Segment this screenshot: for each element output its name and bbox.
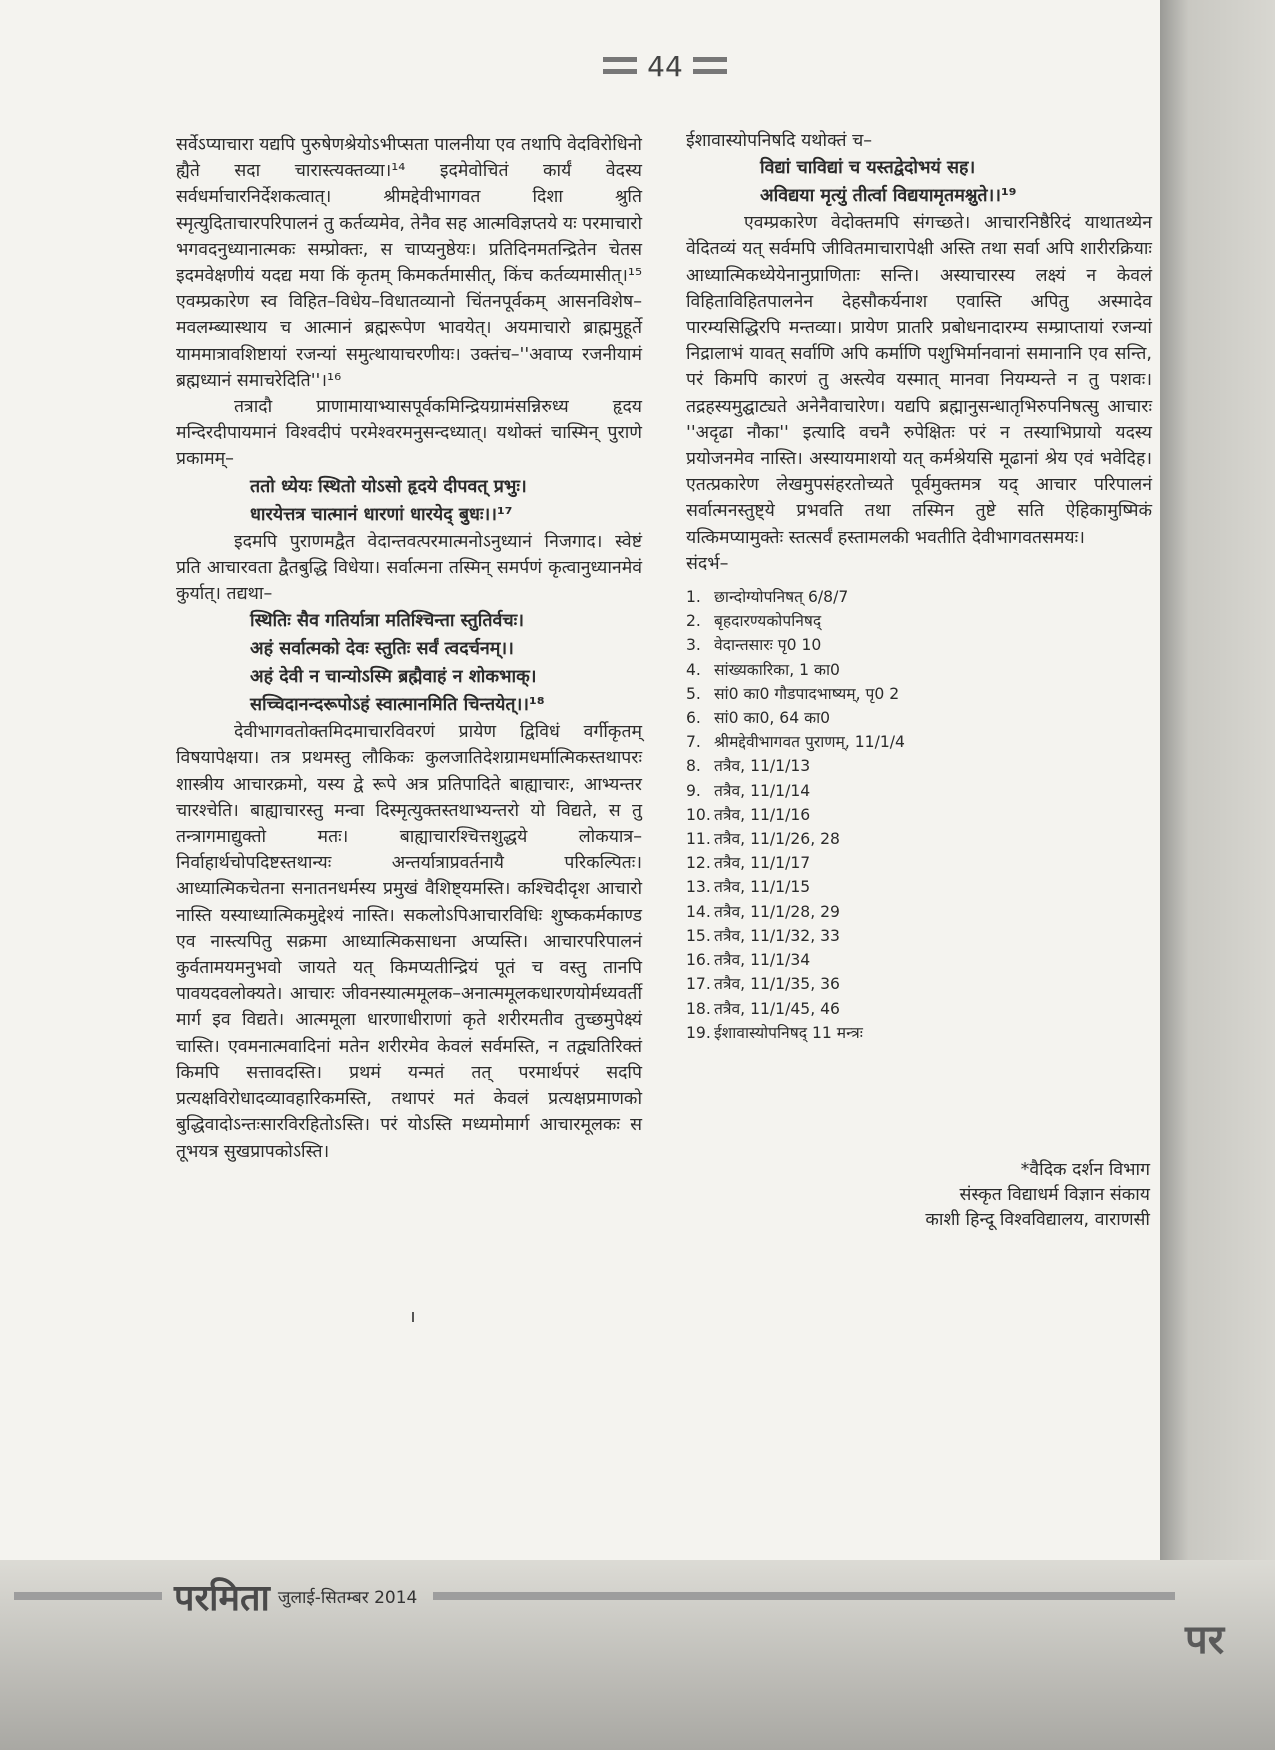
reference-item [686,706,1152,730]
reference-number: 14. [686,902,711,921]
verse-line: अहं सर्वात्मको देवः स्तुतिः सर्वं त्वदर्चनम्।। [250,638,514,660]
page-number-left-ornament [603,52,637,80]
body-paragraph: तत्रादौ प्राणामायाभ्यासपूर्वकमिन्द्रियग्रामंसन्निरुध्य हृदय मन्दिरदीपायमानं विश्वदीपं परमेश्वरमनुसन्दध्यात्। यथोक्तं चास्मिन् पुराणे प्रकामम्– [176,397,642,470]
verse-line: अहं देवी न चान्योऽस्मि ब्रह्मैवाहं न शोकभाक्। [250,666,537,688]
reference-number: 17. [686,975,711,994]
reference-item [686,585,1152,609]
print-speck [412,1312,414,1322]
reference-item [686,609,1152,633]
reference-number: 4. [686,660,701,679]
reference-item [686,779,1152,803]
left-text-column [176,132,642,1165]
reference-text: श्रीमद्देवीभागवत पुराणम्, 11/1/4 [714,733,905,752]
verse-line: सच्चिदानन्दरूपोऽहं स्वात्मानमिति चिन्तयेत्।।¹⁸ [250,694,545,716]
reference-number: 5. [686,684,701,703]
reference-text: तत्रैव, 11/1/13 [714,757,811,776]
footer-rule-left [14,1592,162,1600]
issue-date: जुलाई-सितम्बर 2014 [277,1587,418,1608]
reference-text: तत्रैव, 11/1/34 [714,951,811,970]
author-university: काशी हिन्दू विश्वविद्यालय, वाराणसी [925,1210,1150,1230]
page-footer [0,1575,1175,1617]
reference-text: तत्रैव, 11/1/26, 28 [714,830,840,849]
page-number-header [590,40,740,92]
reference-number: 18. [686,999,711,1018]
reference-number: 8. [686,757,701,776]
reference-item [686,730,1152,754]
reference-text: तत्रैव, 11/1/17 [714,854,811,873]
reference-item [686,924,1152,948]
reference-text: छान्दोग्योपनिषत् 6/8/7 [714,588,849,607]
adjacent-page-edge [1160,0,1275,1750]
reference-number: 7. [686,733,701,752]
reference-text: सां0 का0 गौडपादभाष्यम्, पृ0 2 [714,684,900,703]
reference-item [686,875,1152,899]
reference-item [686,997,1152,1021]
page-number-right-ornament [693,52,727,80]
reference-item [686,803,1152,827]
reference-text: तत्रैव, 11/1/15 [714,878,811,897]
right-text-column [686,128,1152,1045]
reference-text: सांख्यकारिका, 1 का0 [714,660,840,679]
author-department: *वैदिक दर्शन विभाग [1020,1160,1150,1180]
reference-text: तत्रैव, 11/1/35, 36 [714,975,840,994]
reference-text: तत्रैव, 11/1/28, 29 [714,902,840,921]
reference-text: सां0 का0, 64 का0 [714,709,831,728]
reference-item [686,948,1152,972]
page-number: 44 [647,49,683,83]
reference-number: 12. [686,854,711,873]
reference-text: वेदान्तसारः पृ0 10 [714,636,822,655]
adjacent-page-brand-fragment: पर [1185,1616,1225,1663]
reference-number: 19. [686,1023,711,1042]
reference-text: ईशावास्योपनिषद् 11 मन्त्रः [714,1023,863,1042]
body-paragraph: इदमपि पुराणमद्वैत वेदान्तवत्परमात्मनोऽनुध्यानं निजगाद। स्वेष्टं प्रति आचारवता द्वैतबुद्धि विधेया। सर्वात्मना तस्मिन् समर्पणं कृत्वानुध्यानमेवं कुर्यात्। तद्यथा– [176,531,642,605]
reference-number: 13. [686,878,711,897]
reference-number: 15. [686,926,711,945]
verse-line: स्थितिः सैव गतिर्यात्रा मतिश्चिन्ता स्तुतिर्वचः। [250,610,524,632]
references-list [686,585,1152,1045]
reference-item [686,851,1152,875]
reference-text: तत्रैव, 11/1/16 [714,805,811,824]
reference-item [686,900,1152,924]
reference-number: 16. [686,951,711,970]
footer-rule-right [433,1592,1175,1600]
verse-line: अविद्यया मृत्युं तीर्त्वा विद्ययामृतमश्नुते।।¹⁹ [760,185,1017,207]
reference-text: तत्रैव, 11/1/45, 46 [714,999,840,1018]
author-faculty: संस्कृत विद्याधर्म विज्ञान संकाय [959,1185,1150,1205]
verse-line: धारयेत्तत्र चात्मानं धारणां धारयेद् बुधः।।¹⁷ [250,503,513,525]
reference-item [686,658,1152,682]
reference-number: 1. [686,588,701,607]
reference-number: 9. [686,781,701,800]
reference-number: 10. [686,805,711,824]
reference-item [686,1021,1152,1045]
reference-item [686,633,1152,657]
reference-number: 2. [686,612,701,631]
reference-text: बृहदारण्यकोपनिषद् [714,612,822,631]
magazine-logo: परमिता [174,1576,270,1619]
reference-item [686,972,1152,996]
reference-item [686,754,1152,778]
reference-number: 6. [686,709,701,728]
reference-item [686,827,1152,851]
reference-number: 11. [686,830,711,849]
reference-item [686,682,1152,706]
reference-text: तत्रैव, 11/1/14 [714,781,811,800]
reference-text: तत्रैव, 11/1/32, 33 [714,926,840,945]
verse-line: विद्यां चाविद्यां च यस्तद्वेदोभयं सह। [760,157,976,179]
author-affiliation [790,1158,1150,1233]
verse-line: ततो ध्येयः स्थितो योऽसो हृदये दीपवत् प्रभुः। [250,475,527,497]
reference-number: 3. [686,636,701,655]
body-paragraph: ईशावास्योपनिषदि यथोक्तं च– [686,131,873,151]
body-paragraph: एवम्प्रकारेण वेदोक्तमपि संगच्छते। आचारनिष्ठैरिदं याथातथ्येन वेदितव्यं यत् सर्वमपि जीवितमाचारापेक्षी अस्ति तथा सर्वा अपि शारीरक्रियाः आध्यात्मिकध्येयेनानुप्राणिताः सन्ति। अस्याचारस्य लक्ष्यं न केवलं विहिताविहितपालनेन देहसौकर्यनाश एवास्ति अपितु अस्मादेव पारम्यसिद्धिरपि मन्तव्या। प्रायेण प्रातरि प्रबोधनादारम्य सम्प्राप्तायां रजन्यां निद्रालाभं यावत् सर्वाणि अपि कर्माणि पशुभिर्मानवानां समानानि एव सन्ति, परं किमपि कारणं तु अस्त्येव यस्मात् मानवा नियम्यन्ते न तु पशवः। तद्रहस्यमुद्घाट्यते अनेनैवाचारेण। यद्यपि ब्रह्मानुसन्धातृभिरुपनिषत्सु आचारः ''अदृढा नौका'' इत्यादि वचनै रुपेक्षितः परं न तस्याभिप्रायो यदस्य प्रयोजनमेव नास्ति। अस्यायमाशयो यत् कर्मश्रेयसि मूढानां श्रेय एवं भवेदिह। एतत्प्रकारेण लेखमुपसंहरतोच्यते पूर्वमुक्तमत्र यद् आचार परिपालनं सर्वात्मनस्तुष्ट्ये प्रभवति तथा तस्मिन तुष्टे सति ऐहिकामुष्मिकं यत्किमप्यामुक्तेः स्तत्सर्वं हस्तामलकी भवतीति देवीभागवतसमयः। [686,213,1152,548]
body-paragraph: देवीभागवतोक्तमिदमाचारविवरणं प्रायेण द्विविधं वर्गीकृतम् विषयापेक्षया। तत्र प्रथमस्तु लौकिकः कुलजातिदेशग्रामधर्मात्मिकस्तथापरः शास्त्रीय आचारक्रमो, यस्य द्वे रूपे अत्र प्रतिपादिते बाह्याचारः, आभ्यन्तर चारश्चेति। बाह्याचारस्तु मन्वा दिस्मृत्युक्तस्तथाभ्यन्तरो यो विद्यते, स तु तन्त्रागमाद्युक्तो मतः। बाह्याचारश्चित्तशुद्धये लोकयात्र–निर्वाहार्थचोपदिष्टस्तथान्यः अन्तर्यात्राप्रवर्तनायै परिकल्पितः। आध्यात्मिकचेतना सनातनधर्मस्य प्रमुखं वैशिष्ट्यमस्ति। कश्चिदीदृश आचारो नास्ति यस्याध्यात्मिकमुद्देश्यं नास्ति। सकलोऽपिआचारविधिः शुष्ककर्मकाण्ड एव नास्त्यपितु सक्रमा आध्यात्मिकसाधना अप्यस्ति। आचारपरिपालनं कुर्वतामयमनुभवो जायते यत् किमप्यतीन्द्रियं पूतं च वस्तु तानपि पावयदवलोक्यते। आचारः जीवनस्यात्ममूलक–अनात्ममूलकधारणयोर्मध्यवर्ती मार्ग इव विद्यते। आत्ममूला धारणाधीराणां कृते शरीरमतीव तुच्छमुपेक्ष्यं चास्ति। एवमनात्मवादिनां मतेन शरीरमेव केवलं सर्वमस्ति, न तद्व्यतिरिक्तं किमपि सत्तावदस्ति। प्रथमं यन्मतं तत् परमार्थपरं सदपि प्रत्यक्षविरोधादव्यावहारिकमस्ति, तथापरं मतं केवलं प्रत्यक्षप्रमाणको बुद्धिवादोऽन्तःसारविरहितोऽस्ति। परं योऽस्ति मध्यमोमार्ग आचारमूलकः स तूभयत्र सुखप्रापकोऽस्ति। [176,722,642,1162]
body-paragraph: सर्वेऽप्याचारा यद्यपि पुरुषेणश्रेयोऽभीप्सता पालनीया एव तथापि वेदविरोधिनो ह्यैते सदा चारास्त्यक्तव्या।¹⁴ इदमेवोचितं कार्यं वेदस्य सर्वधर्माचारनिर्देशकत्वात्। श्रीमद्देवीभागवत दिशा श्रुति स्मृत्युदिताचारपरिपालनं तु कर्तव्यमेव, तेनैव सह आत्मविज्ञप्तये यः परमाचारो भगवदनुध्यानात्मकः सम्प्रोक्तः, स चाप्यनुष्ठेयः। प्रतिदिनमतन्द्रितेन चेतस इदमवेक्षणीयं यदद्य मया किं कृतम् किमकर्तमासीत्, किंच कर्तव्यमासीत्।¹⁵ एवम्प्रकारेण स्व विहित–विधेय–विधातव्यानो चिंतनपूर्वकम् आसनविशेष–मवलम्ब्यास्थाय च आत्मानं ब्रह्मरूपेण भावयेत्। अयमाचारो ब्राह्ममुहूर्ते याममात्रावशिष्टायां रजन्यां समुत्थायाचरणीयः। उक्तंच–''अवाप्य रजनीयामं ब्रह्मध्यानं समाचरेदिति''।¹⁶ [176,135,642,391]
references-heading: संदर्भ– [686,553,729,574]
